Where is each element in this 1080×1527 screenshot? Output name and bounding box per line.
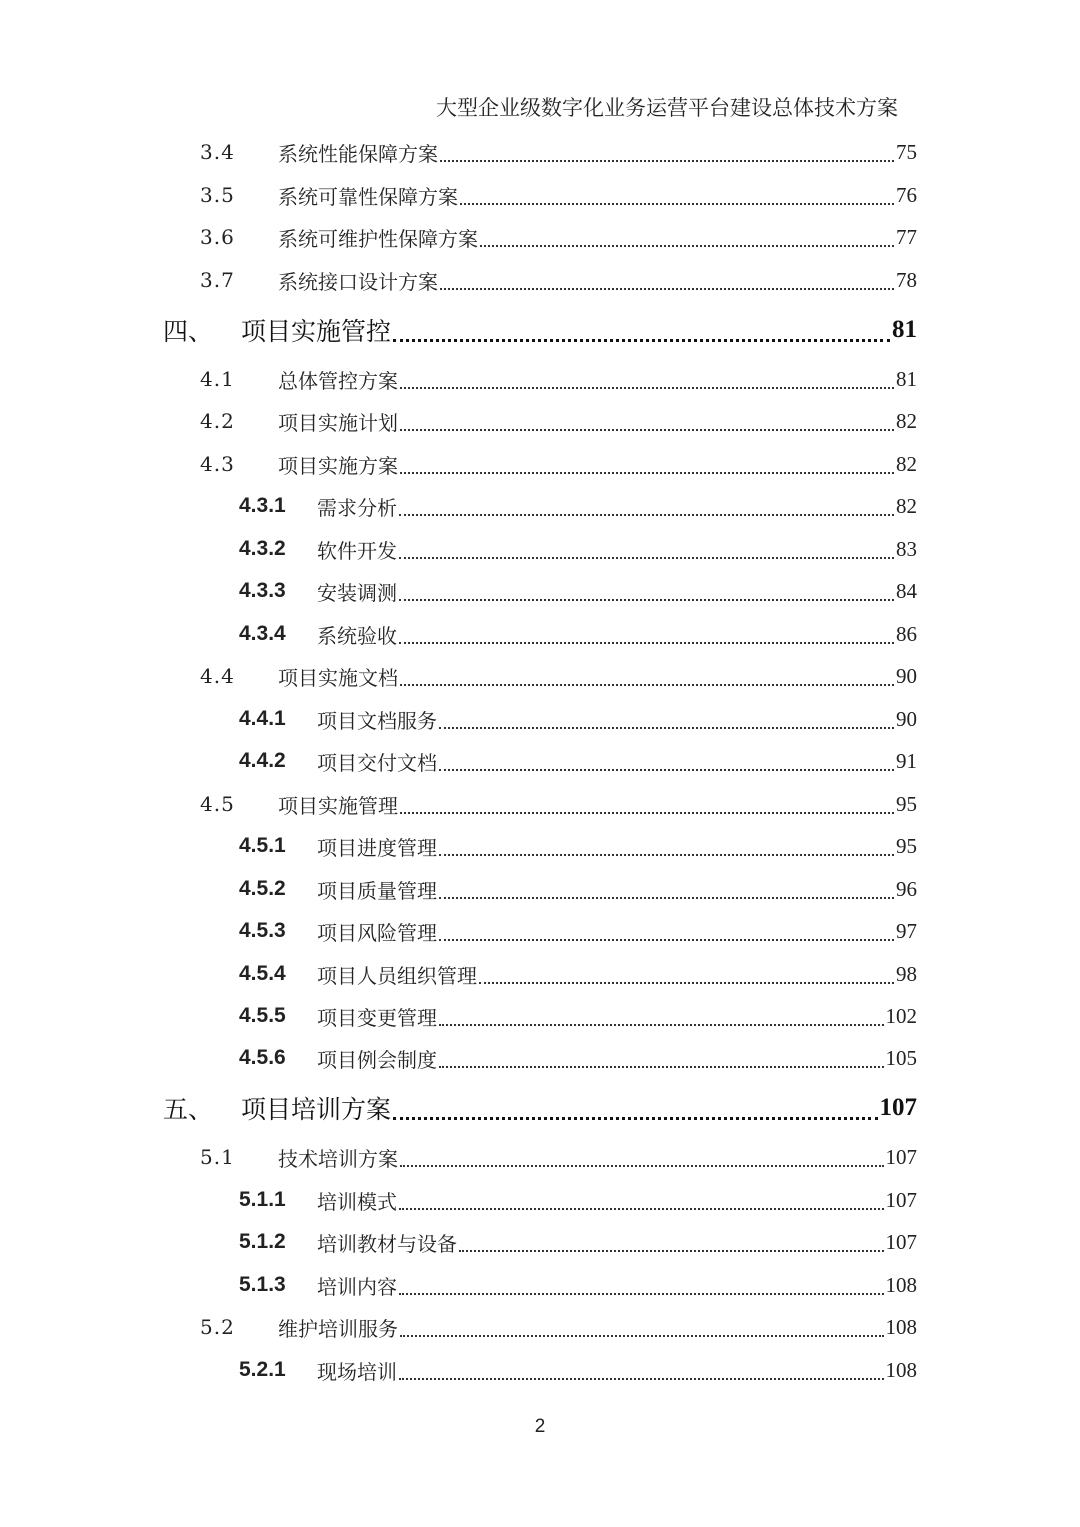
toc-entry-title: 系统验收 xyxy=(317,623,397,648)
toc-entry-title: 系统接口设计方案 xyxy=(278,269,438,294)
dot-leader xyxy=(393,1117,877,1120)
dot-leader xyxy=(400,812,894,814)
toc-entry-title: 项目质量管理 xyxy=(317,878,437,903)
toc-entry-title: 项目交付文档 xyxy=(317,750,437,775)
toc-entry-page: 83 xyxy=(896,536,917,561)
toc-entry-title: 培训模式 xyxy=(317,1189,397,1214)
toc-entry-title: 项目人员组织管理 xyxy=(317,963,477,988)
dot-leader xyxy=(400,1165,884,1167)
toc-entry-number: 五、 xyxy=(163,1095,214,1124)
dot-leader xyxy=(439,769,894,771)
toc-entry[interactable] xyxy=(239,616,917,652)
toc-entry-number: 四、 xyxy=(163,317,214,346)
toc-entry-title: 项目文档服务 xyxy=(317,708,437,733)
toc-entry-page: 102 xyxy=(885,1003,917,1028)
toc-entry-number: 5.1.1 xyxy=(239,1188,286,1211)
toc-entry[interactable] xyxy=(200,446,917,482)
toc-entry-page: 108 xyxy=(885,1314,917,1339)
toc-entry-number: 4.5.1 xyxy=(239,834,286,857)
toc-entry[interactable] xyxy=(200,786,917,822)
toc-entry[interactable] xyxy=(239,998,917,1034)
toc-entry-page: 95 xyxy=(896,791,917,816)
dot-leader xyxy=(399,1208,884,1210)
toc-entry-number: 4.5.4 xyxy=(239,962,286,985)
dot-leader xyxy=(479,982,894,984)
toc-entry-title: 项目进度管理 xyxy=(317,835,437,860)
dot-leader xyxy=(399,1378,884,1380)
toc-entry[interactable] xyxy=(200,1309,917,1345)
dot-leader xyxy=(459,1250,884,1252)
dot-leader xyxy=(439,1024,884,1026)
toc-entry-title: 系统性能保障方案 xyxy=(278,141,438,166)
toc-entry-title: 软件开发 xyxy=(317,538,397,563)
toc-entry-number: 5.2 xyxy=(200,1315,235,1339)
toc-entry-title: 项目实施管控 xyxy=(241,317,392,346)
toc-entry-number: 5.2.1 xyxy=(239,1358,286,1381)
toc-entry[interactable] xyxy=(163,310,917,350)
toc-entry-number: 4.1 xyxy=(200,367,235,391)
toc-entry-page: 90 xyxy=(896,706,917,731)
toc-entry-number: 5.1 xyxy=(200,1145,235,1169)
dot-leader xyxy=(400,472,894,474)
toc-entry[interactable] xyxy=(239,828,917,864)
toc-entry-title: 安装调测 xyxy=(317,580,397,605)
toc-entry-page: 90 xyxy=(896,663,917,688)
toc-entry-number: 5.1.2 xyxy=(239,1230,286,1253)
toc-entry-page: 86 xyxy=(896,621,917,646)
toc-entry-title: 项目培训方案 xyxy=(241,1095,392,1124)
dot-leader xyxy=(400,684,894,686)
toc-entry[interactable] xyxy=(239,1352,917,1388)
toc-entry-page: 77 xyxy=(896,224,917,249)
toc-entry-page: 82 xyxy=(896,451,917,476)
toc-entry[interactable] xyxy=(239,956,917,992)
toc-entry-number: 4.3.2 xyxy=(239,537,286,560)
toc-entry-number: 4.2 xyxy=(200,409,235,433)
toc-entry-title: 技术培训方案 xyxy=(278,1146,398,1171)
toc-entry-page: 84 xyxy=(896,578,917,603)
toc-entry[interactable] xyxy=(239,1040,917,1076)
toc-entry-title: 项目实施文档 xyxy=(278,665,398,690)
toc-entry-number: 4.5.3 xyxy=(239,919,286,942)
toc-entry-number: 4.4.2 xyxy=(239,749,286,772)
toc-entry[interactable] xyxy=(200,1139,917,1175)
toc-entry-number: 4.5.5 xyxy=(239,1004,286,1027)
toc-entry-page: 108 xyxy=(885,1357,917,1382)
toc-entry-page: 96 xyxy=(896,876,917,901)
toc-entry-number: 4.5 xyxy=(200,792,235,816)
toc-entry-title: 项目实施计划 xyxy=(278,410,398,435)
toc-entry-number: 4.5.6 xyxy=(239,1046,286,1069)
dot-leader xyxy=(440,160,894,162)
dot-leader xyxy=(439,727,894,729)
toc-entry[interactable] xyxy=(200,262,917,298)
dot-leader xyxy=(460,203,894,205)
dot-leader xyxy=(393,339,890,342)
toc-entry-page: 76 xyxy=(896,182,917,207)
dot-leader xyxy=(399,1293,884,1295)
dot-leader xyxy=(399,514,894,516)
dot-leader xyxy=(439,1066,884,1068)
toc-entry-number: 3.4 xyxy=(200,140,235,164)
toc-entry-page: 78 xyxy=(896,267,917,292)
toc-entry[interactable] xyxy=(239,531,917,567)
dot-leader xyxy=(440,288,894,290)
toc-entry[interactable] xyxy=(239,701,917,737)
toc-entry[interactable] xyxy=(200,219,917,255)
toc-entry-title: 系统可维护性保障方案 xyxy=(278,226,478,251)
toc-entry[interactable] xyxy=(200,177,917,213)
toc-entry-title: 项目实施方案 xyxy=(278,453,398,478)
toc-entry-title: 维护培训服务 xyxy=(278,1316,398,1341)
toc-entry-page: 82 xyxy=(896,408,917,433)
toc-entry[interactable] xyxy=(200,361,917,397)
toc-entry-number: 4.3.3 xyxy=(239,579,286,602)
toc-entry[interactable] xyxy=(200,134,917,170)
toc-entry-number: 4.4 xyxy=(200,664,235,688)
toc-entry-page: 107 xyxy=(885,1144,917,1169)
toc-entry-title: 项目变更管理 xyxy=(317,1005,437,1030)
toc-entry[interactable] xyxy=(239,1267,917,1303)
toc-entry[interactable] xyxy=(239,573,917,609)
toc-entry[interactable] xyxy=(239,1224,917,1260)
toc-entry-page: 82 xyxy=(896,493,917,518)
toc-entry-number: 5.1.3 xyxy=(239,1273,286,1296)
toc-entry-page: 81 xyxy=(892,316,917,343)
toc-entry-number: 3.5 xyxy=(200,183,235,207)
toc-entry-page: 81 xyxy=(896,366,917,391)
toc-entry-title: 系统可靠性保障方案 xyxy=(278,184,458,209)
toc-entry-number: 4.5.2 xyxy=(239,877,286,900)
dot-leader xyxy=(400,1335,884,1337)
toc-entry-page: 108 xyxy=(885,1272,917,1297)
toc-entry-number: 4.4.1 xyxy=(239,707,286,730)
toc-entry-number: 3.6 xyxy=(200,225,235,249)
toc-entry-number: 3.7 xyxy=(200,268,235,292)
toc-entry-page: 98 xyxy=(896,961,917,986)
toc-entry-page: 97 xyxy=(896,918,917,943)
dot-leader xyxy=(399,642,894,644)
toc-entry-number: 4.3.4 xyxy=(239,622,286,645)
toc-entry[interactable] xyxy=(239,488,917,524)
toc-entry-page: 107 xyxy=(885,1187,917,1212)
dot-leader xyxy=(400,387,894,389)
toc-entry[interactable] xyxy=(239,1182,917,1218)
toc-entry-page: 75 xyxy=(896,139,917,164)
toc-entry-page: 107 xyxy=(885,1229,917,1254)
toc-entry[interactable] xyxy=(200,403,917,439)
toc-entry-title: 需求分析 xyxy=(317,495,397,520)
toc-entry-title: 项目例会制度 xyxy=(317,1047,437,1072)
toc-entry-title: 培训教材与设备 xyxy=(317,1231,457,1256)
dot-leader xyxy=(439,854,894,856)
toc-entry[interactable] xyxy=(200,658,917,694)
dot-leader xyxy=(399,599,894,601)
toc-entry[interactable] xyxy=(239,913,917,949)
toc-entry-title: 现场培训 xyxy=(317,1359,397,1384)
toc-entry-page: 95 xyxy=(896,833,917,858)
dot-leader xyxy=(399,557,894,559)
toc-entry-number: 4.3.1 xyxy=(239,494,286,517)
toc-entry-number: 4.3 xyxy=(200,452,235,476)
dot-leader xyxy=(400,429,894,431)
dot-leader xyxy=(439,939,894,941)
toc-entry[interactable] xyxy=(163,1088,917,1128)
dot-leader xyxy=(439,897,894,899)
page-number: 2 xyxy=(534,1416,546,1437)
toc-entry-title: 项目风险管理 xyxy=(317,920,437,945)
toc-entry-title: 总体管控方案 xyxy=(278,368,398,393)
toc-entry-title: 项目实施管理 xyxy=(278,793,398,818)
toc-entry-page: 107 xyxy=(879,1094,917,1121)
document-title: 大型企业级数字化业务运营平台建设总体技术方案 xyxy=(436,96,898,120)
toc-entry[interactable] xyxy=(239,871,917,907)
dot-leader xyxy=(480,245,894,247)
toc-entry-title: 培训内容 xyxy=(317,1274,397,1299)
toc-entry-page: 105 xyxy=(885,1045,917,1070)
toc-entry[interactable] xyxy=(239,743,917,779)
toc-entry-page: 91 xyxy=(896,748,917,773)
